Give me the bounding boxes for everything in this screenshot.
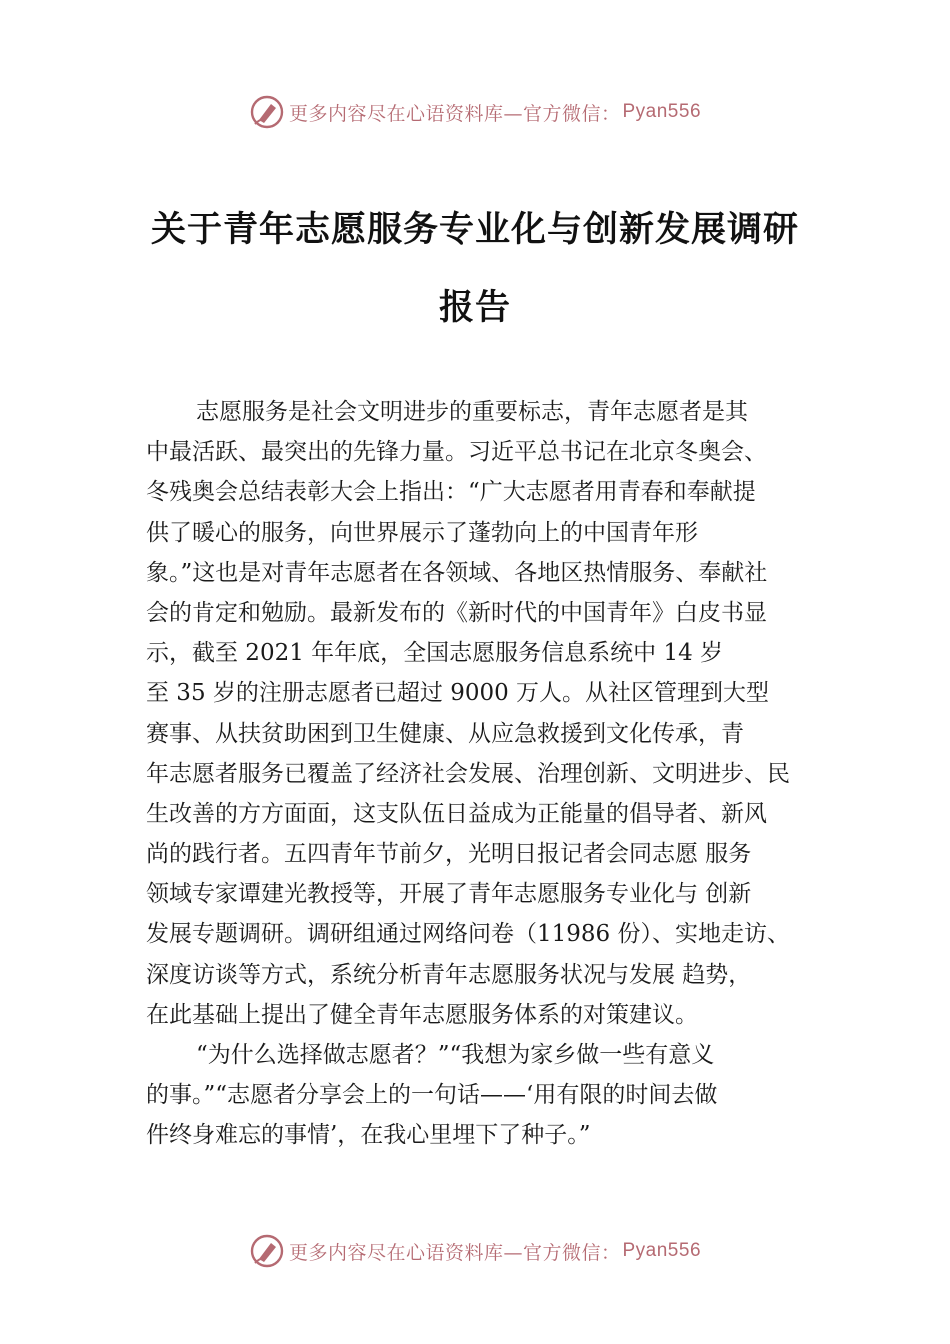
body-line: 至 35 岁的注册志愿者已超过 9000 万人。从社区管理到大型	[146, 680, 770, 707]
body-line: “为什么选择做志愿者？”“我想为家乡做一些有意义	[196, 1042, 715, 1068]
body-line: 件终身难忘的事情’，在我心里埋下了种子。”	[146, 1122, 591, 1149]
watermark-wechat-id: Pyan556	[622, 101, 702, 122]
body-line: 中最活跃、最突出的先锋力量。习近平总书记在北京冬奥会、	[146, 439, 767, 466]
body-line: 供了暖心的服务，向世界展示了蓬勃向上的中国青年形	[146, 519, 698, 546]
document-title-line-2: 报告	[438, 287, 511, 328]
body-line: 会的肯定和勉励。最新发布的《新时代的中国青年》白皮书显	[146, 599, 767, 626]
body-line: 发展专题调研。调研组通过网络问卷（11986 份）、实地走访、	[146, 921, 790, 948]
body-line: 生改善的方方面面，这支队伍日益成为正能量的倡导者、新风	[146, 800, 767, 827]
body-line: 赛事、从扶贫助困到卫生健康、从应急救援到文化传承，青	[146, 720, 744, 747]
body-line: 深度访谈等方式，系统分析青年志愿服务状况与发展 趋势，	[146, 961, 752, 988]
pen-nib-icon	[249, 94, 285, 130]
watermark-text: 更多内容尽在心语资料库—官方微信：	[288, 102, 621, 125]
document-title-line-1: 关于青年志愿服务专业化与创新发展调研	[150, 209, 799, 250]
body-line: 志愿服务是社会文明进步的重要标志，青年志愿者是其	[196, 399, 748, 425]
body-line: 年志愿者服务已覆盖了经济社会发展、治理创新、文明进步、民	[146, 760, 790, 787]
body-line: 象。”这也是对青年志愿者在各领域、各地区热情服务、奉献社	[146, 559, 768, 586]
body-line: 示，截至 2021 年年底，全国志愿服务信息系统中 14 岁	[146, 640, 724, 667]
body-line: 的事。”“志愿者分享会上的一句话——‘用有限的时间去做	[146, 1082, 718, 1109]
watermark-wechat-id: Pyan556	[622, 1240, 702, 1261]
body-line: 尚的践行者。五四青年节前夕，光明日报记者会同志愿 服务	[146, 841, 752, 868]
footer-watermark	[0, 1233, 950, 1269]
body-line: 在此基础上提出了健全青年志愿服务体系的对策建议。	[146, 1001, 698, 1028]
body-line: 冬残奥会总结表彰大会上指出：“广大志愿者用青春和奉献提	[146, 479, 756, 506]
document-body	[146, 392, 836, 1156]
pen-nib-icon	[249, 1233, 285, 1269]
body-line: 领域专家谭建光教授等，开展了青年志愿服务专业化与 创新	[146, 881, 752, 908]
header-watermark	[0, 94, 950, 130]
watermark-text: 更多内容尽在心语资料库—官方微信：	[288, 1241, 621, 1264]
